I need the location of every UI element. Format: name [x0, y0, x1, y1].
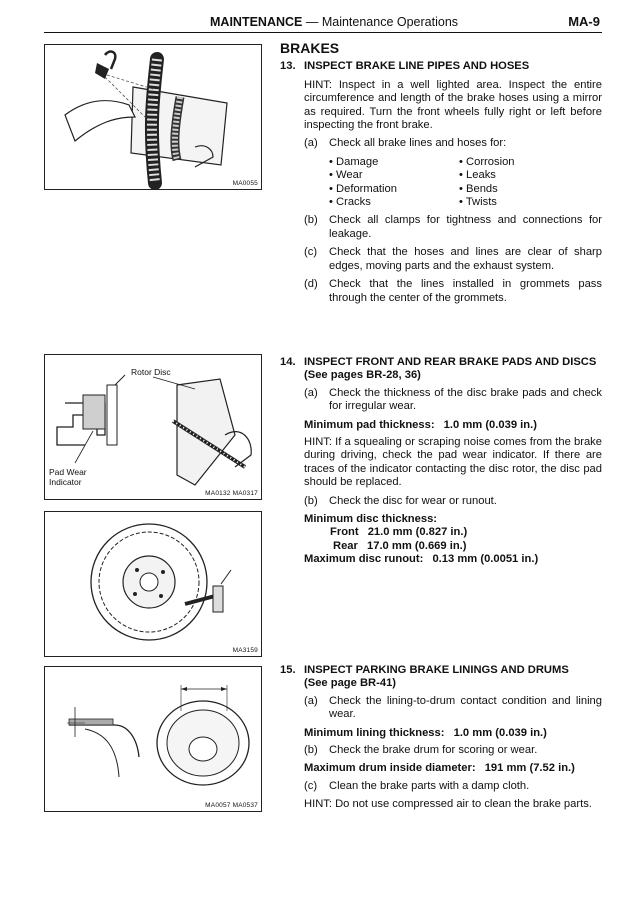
sub-text: Check that the lines installed in grommets pass through the center of the grommets. — [329, 278, 602, 304]
spec-label: Maximum disc runout: — [304, 553, 424, 566]
step-13-b — [280, 214, 602, 241]
spec-label: Minimum lining thickness: — [304, 726, 445, 739]
step-15-hint: HINT: Do not use compressed air to clean the brake parts. — [304, 798, 592, 811]
header-section: MAINTENANCE — [210, 15, 303, 29]
step-13-heading — [280, 60, 602, 73]
sub-label: (b) — [304, 214, 318, 227]
sub-label: (b) — [304, 744, 318, 757]
sub-label: (b) — [304, 494, 318, 507]
rear-disc-spec — [330, 540, 602, 553]
sub-text: Check all clamps for tightness and connections for leakage. — [329, 214, 602, 240]
pad-wear-label — [49, 467, 87, 487]
min-pad-thickness-spec — [304, 419, 602, 432]
front-disc-spec — [330, 526, 602, 539]
bullet-item: • Damage — [329, 156, 459, 169]
sub-label: (a) — [304, 137, 318, 150]
pad-wear-label-line2: Indicator — [49, 477, 82, 487]
defect-bullet-list — [329, 156, 602, 210]
step-14-heading — [280, 356, 602, 383]
spec-value: 191 mm (7.52 in.) — [484, 762, 575, 775]
spec-value: 1.0 mm (0.039 in.) — [443, 418, 537, 431]
step-14-a — [280, 387, 602, 414]
step-14-b — [280, 495, 602, 508]
sub-text: Check that the hoses and lines are clear of sharp edges, moving parts and the exhaust system. — [329, 246, 602, 272]
bullet-item: • Deformation — [329, 183, 459, 196]
hose-mirror-illustration — [45, 45, 261, 189]
sub-text: Check the brake drum for scoring or wear. — [329, 744, 538, 757]
step-title: INSPECT PARKING BRAKE LININGS AND DRUMS — [304, 664, 569, 676]
step-number: 15. — [280, 664, 296, 676]
header-title — [210, 15, 458, 29]
spec-label: Maximum drum inside diameter: — [304, 762, 476, 775]
sub-text: Check the thickness of the disc brake pads and check for irregular wear. — [329, 386, 602, 413]
step-15-a — [280, 695, 602, 722]
figure-code: MA0132 MA0317 — [205, 490, 258, 497]
figure-lining-drum — [44, 666, 262, 812]
sub-text: Check all brake lines and hoses for: — [329, 137, 507, 150]
step-see-pages: (See page BR-41) — [304, 677, 397, 690]
section-15-block — [280, 664, 602, 817]
sub-label: (d) — [304, 278, 318, 291]
header-subsection: Maintenance Operations — [321, 15, 459, 29]
section-14-block — [280, 356, 602, 571]
spec-sub-label: Front — [330, 526, 359, 539]
bullet-item: • Bends — [459, 183, 589, 196]
step-see-pages: (See pages BR-28, 36) — [304, 369, 421, 382]
figure-code: MA3159 — [232, 647, 258, 654]
min-disc-thickness-spec — [304, 513, 602, 553]
figure-hose-inspection — [44, 44, 262, 190]
step-14-hint: HINT: If a squealing or scraping noise comes from the brake during driving, check the pad wear indicator. If there are traces of the indicator contacting the disc rotor, the disc pad should be replaced. — [304, 436, 602, 489]
sub-text: Clean the brake parts with a damp cloth. — [329, 779, 530, 792]
page-header — [44, 14, 602, 33]
pad-wear-label-line1: Pad Wear — [49, 467, 87, 477]
max-disc-runout-spec — [304, 553, 602, 566]
header-dash: — — [305, 15, 319, 29]
bullet-item: • Leaks — [459, 169, 589, 182]
spec-value: 0.13 mm (0.0051 in.) — [432, 553, 539, 566]
sub-label: (a) — [304, 694, 318, 707]
max-drum-diameter-spec — [304, 762, 602, 775]
spec-value: 1.0 mm (0.039 in.) — [453, 726, 547, 739]
figure-code: MA0057 MA0537 — [205, 802, 258, 809]
sub-label: (a) — [304, 386, 318, 399]
step-13-a — [280, 137, 602, 150]
spec-label: Minimum disc thickness: — [304, 513, 438, 526]
figure-code: MA0055 — [232, 180, 258, 187]
spec-value: 17.0 mm (0.669 in.) — [367, 539, 467, 552]
step-number: 13. — [280, 60, 296, 73]
bullet-item: • Wear — [329, 169, 459, 182]
rotor-disc-label: Rotor Disc — [131, 367, 171, 377]
bullet-item: • Twists — [459, 196, 589, 209]
lining-drum-illustration — [45, 667, 261, 811]
step-13-c — [280, 246, 602, 273]
sub-text: Check the lining-to-drum contact condition and lining wear. — [329, 694, 602, 721]
spec-value: 21.0 mm (0.827 in.) — [367, 526, 468, 539]
step-title: INSPECT FRONT AND REAR BRAKE PADS AND DISCS — [304, 356, 597, 368]
spec-sub-label: Rear — [333, 539, 358, 552]
sub-text: Check the disc for wear or runout. — [329, 494, 497, 507]
step-title: INSPECT BRAKE LINE PIPES AND HOSES — [304, 60, 530, 73]
step-13-d — [280, 278, 602, 305]
step-13-hint: HINT: Inspect in a well lighted area. Inspect the entire circumference and length of the brake hoses using a mirror as required. Turn the front wheels fully right or left before inspecting the front brake. — [304, 78, 602, 132]
page-number: MA-9 — [568, 14, 600, 29]
bullet-item: • Cracks — [329, 196, 459, 209]
section-13-block — [280, 42, 602, 310]
min-lining-thickness-spec — [304, 727, 602, 740]
figure-disc-runout — [44, 511, 262, 657]
step-15-c — [280, 780, 602, 793]
spec-label: Minimum pad thickness: — [304, 418, 435, 431]
step-number: 14. — [280, 356, 296, 368]
step-15-heading — [280, 664, 602, 691]
bullet-item: • Corrosion — [459, 156, 589, 169]
figure-pad-wear-indicator — [44, 354, 262, 500]
disc-dial-gauge-illustration — [45, 512, 261, 656]
brakes-title: BRAKES — [280, 40, 340, 56]
sub-label: (c) — [304, 246, 318, 259]
step-15-b — [280, 744, 602, 757]
sub-label: (c) — [304, 779, 318, 792]
